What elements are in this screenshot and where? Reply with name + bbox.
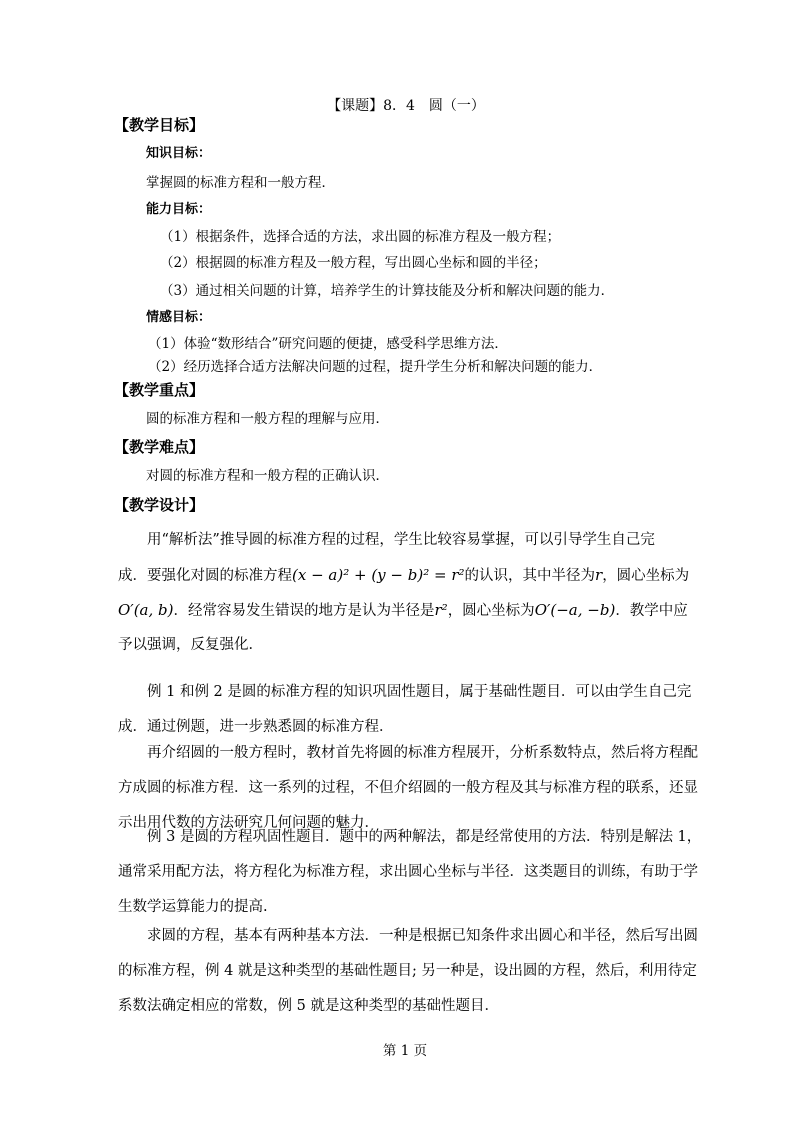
difficulties-heading: 【教学难点】 bbox=[114, 438, 205, 456]
design-paragraph-4 bbox=[118, 820, 702, 925]
paragraph-line: 再介绍圆的一般方程时，教材首先将圆的标准方程展开，分析系数特点，然后将方程配 bbox=[147, 745, 698, 761]
paragraph-line: 例 1 和例 2 是圆的标准方程的知识巩固性题目，属于基础性题目．可以由学生自己完 bbox=[147, 684, 692, 700]
design-paragraph-5 bbox=[118, 919, 698, 1024]
radius-squared-symbol: r² bbox=[434, 601, 448, 619]
text-segment: ．教学中应 bbox=[615, 603, 688, 619]
ability-objectives-label: 能力目标： bbox=[146, 202, 212, 217]
paragraph-line: 用“解析法”推导圆的标准方程的过程，学生比较容易掌握，可以引导学生自己完 bbox=[147, 532, 655, 548]
paragraph-line bbox=[118, 593, 688, 628]
paragraph-line: 方成圆的标准方程．这一系列的过程，不但介绍圆的一般方程及其与标准方程的联系，还显 bbox=[118, 780, 698, 796]
center-coordinate: O′(a, b) bbox=[118, 601, 174, 619]
text-segment: ．经常容易发生错误的地方是认为半径是 bbox=[173, 603, 435, 619]
key-points-heading: 【教学重点】 bbox=[114, 381, 205, 399]
wrong-center-coordinate: O′(−a, −b) bbox=[534, 601, 616, 619]
paragraph-line: 系数法确定相应的常数，例 5 就是这种类型的基础性题目． bbox=[118, 998, 499, 1014]
standard-equation: (x − a)² + (y − b)² = r² bbox=[292, 566, 465, 584]
ability-item-3: （3）通过相关问题的计算，培养学生的计算技能及分析和解决问题的能力． bbox=[160, 283, 615, 299]
paragraph-line: 通常采用配方法，将方程化为标准方程，求出圆心坐标与半径．这类题目的训练，有助于学 bbox=[118, 864, 698, 880]
page-number: 第 1 页 bbox=[382, 1043, 428, 1059]
difficulties-text: 对圆的标准方程和一般方程的正确认识． bbox=[146, 468, 389, 484]
paragraph-line: 示出用代数的方法研究几何问题的魅力． bbox=[118, 815, 379, 831]
text-segment: ，圆心坐标为 bbox=[602, 568, 690, 584]
paragraph-line: 成．通过例题，进一步熟悉圆的标准方程． bbox=[118, 719, 394, 735]
ability-item-2: （2）根据圆的标准方程及一般方程，写出圆心坐标和圆的半径； bbox=[160, 255, 547, 271]
paragraph-line: 的标准方程，例 4 就是这种类型的基础性题目; 另一种是，设出圆的方程，然后，利用待定 bbox=[118, 963, 697, 979]
design-paragraph-2 bbox=[118, 675, 692, 745]
paragraph-line: 予以强调，反复强化． bbox=[118, 637, 263, 653]
paragraph-line: 例 3 是圆的方程巩固性题目．题中的两种解法，都是经常使用的方法．特别是解法 1， bbox=[147, 829, 702, 845]
design-heading: 【教学设计】 bbox=[114, 496, 205, 514]
text-segment: 成．要强化对圆的标准方程 bbox=[118, 568, 292, 584]
text-segment: 的认识，其中半径为 bbox=[464, 568, 596, 584]
paragraph-line: 求圆的方程，基本有两种基本方法．一种是根据已知条件求出圆心和半径，然后写出圆 bbox=[147, 928, 698, 944]
emotion-item-1: （1）体验“数形结合”研究问题的便捷，感受科学思维方法． bbox=[148, 336, 508, 352]
design-paragraph-1 bbox=[118, 523, 690, 663]
text-segment: ，圆心坐标为 bbox=[447, 603, 535, 619]
paragraph-line bbox=[118, 558, 690, 593]
radius-symbol: r bbox=[595, 566, 603, 584]
lesson-title: 【课题】8．4 圆（一） bbox=[327, 98, 485, 114]
objectives-heading: 【教学目标】 bbox=[114, 116, 205, 134]
emotion-objectives-label: 情感目标： bbox=[146, 310, 212, 325]
knowledge-objectives-label: 知识目标： bbox=[146, 146, 212, 161]
emotion-item-2: （2）经历选择合适方法解决问题的过程，提升学生分析和解决问题的能力． bbox=[148, 359, 603, 375]
knowledge-objectives-text: 掌握圆的标准方程和一般方程． bbox=[146, 175, 335, 191]
ability-item-1: （1）根据条件，选择合适的方法，求出圆的标准方程及一般方程； bbox=[160, 229, 561, 245]
key-points-text: 圆的标准方程和一般方程的理解与应用． bbox=[146, 411, 389, 427]
paragraph-line: 生数学运算能力的提高. bbox=[118, 899, 268, 915]
